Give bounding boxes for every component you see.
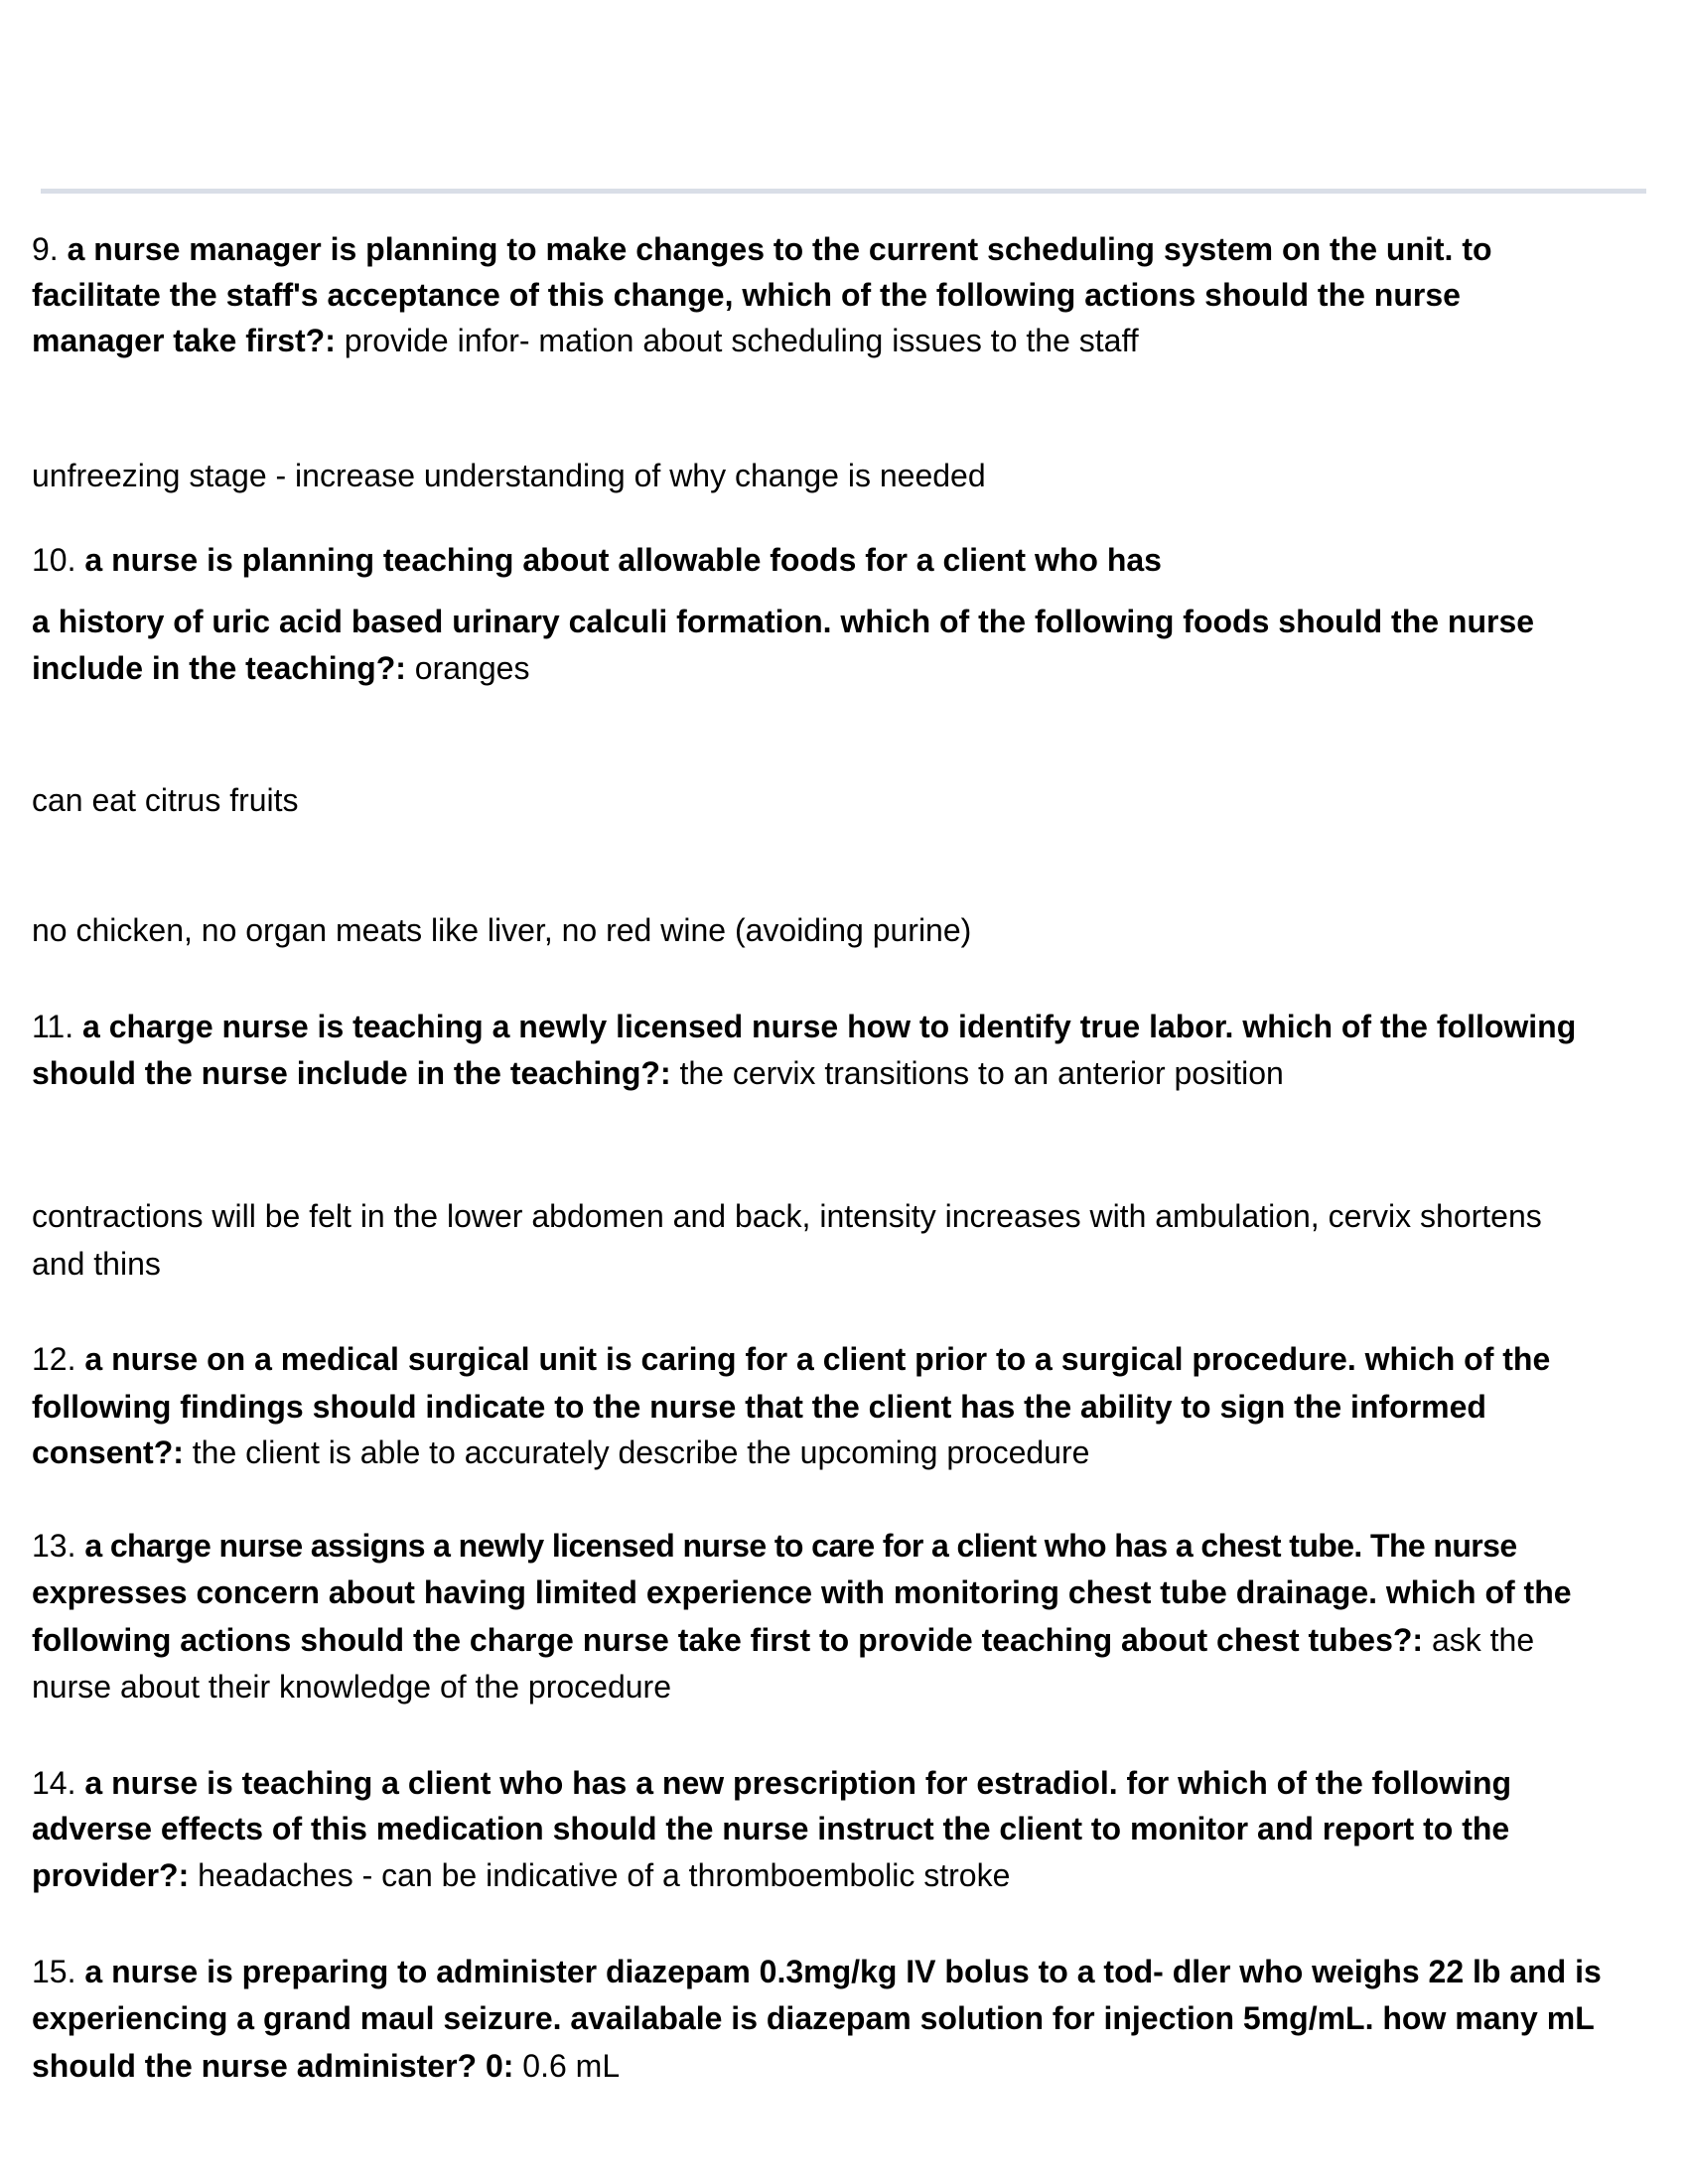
- question-15-line-1: [32, 1952, 1602, 1991]
- question-text: consent?:: [32, 1434, 184, 1470]
- answer-text: headaches - can be indicative of a thromboembolic stroke: [189, 1857, 1011, 1893]
- question-text: include in the teaching?:: [32, 650, 406, 686]
- answer-text: ask the: [1423, 1622, 1535, 1658]
- answer-text: 0.6 mL: [513, 2048, 621, 2084]
- question-number: 15.: [32, 1954, 76, 1989]
- question-number: 9.: [32, 231, 59, 267]
- question-text: a nurse is planning teaching about allowable foods for a client who has: [84, 542, 1162, 578]
- question-text: should the nurse include in the teaching?:: [32, 1055, 671, 1091]
- question-10-line-2: a history of uric acid based urinary calculi formation. which of the following foods should the nurse: [32, 604, 1535, 639]
- question-text: a nurse is preparing to administer diazepam 0.3mg/kg IV bolus to a tod- dler who weighs 22 lb and is: [84, 1954, 1602, 1989]
- question-text: following actions should the charge nurse take first to provide teaching about chest tubes?:: [32, 1622, 1424, 1658]
- note-11-2: and thins: [32, 1246, 161, 1282]
- question-14-line-2: adverse effects of this medication should the nurse instruct the client to monitor and report to the: [32, 1811, 1510, 1846]
- answer-text: oranges: [405, 650, 530, 686]
- question-number: 10.: [32, 542, 76, 578]
- question-13-line-3: [32, 1620, 1534, 1660]
- note-10-1: can eat citrus fruits: [32, 782, 299, 818]
- question-text: a nurse on a medical surgical unit is caring for a client prior to a surgical procedure. which of the: [84, 1341, 1551, 1377]
- question-text: a nurse is teaching a client who has a new prescription for estradiol. for which of the following: [84, 1765, 1512, 1801]
- question-9-line-3: [32, 321, 1139, 360]
- question-number: 14.: [32, 1765, 76, 1801]
- question-11-line-2: [32, 1053, 1284, 1093]
- question-number: 11.: [32, 1009, 74, 1044]
- note-11-1: contractions will be felt in the lower abdomen and back, intensity increases with ambulation, cervix shortens: [32, 1198, 1542, 1234]
- question-9-line-2: facilitate the staff's acceptance of this change, which of the following actions should the nurse: [32, 277, 1461, 313]
- question-10-line-3: [32, 648, 529, 688]
- question-12-line-1: [32, 1339, 1550, 1379]
- question-number: 12.: [32, 1341, 76, 1377]
- question-11-line-1: [32, 1007, 1576, 1046]
- question-text: a charge nurse assigns a newly licensed nurse to care for a client who has a chest tube. The nurse: [84, 1528, 1517, 1564]
- question-14-line-3: [32, 1855, 1010, 1895]
- note-9-1: unfreezing stage - increase understanding of why change is needed: [32, 458, 986, 493]
- question-number: 13.: [32, 1528, 76, 1564]
- question-15-line-3: [32, 2046, 620, 2086]
- answer-text: the client is able to accurately describe the upcoming procedure: [183, 1434, 1090, 1470]
- question-text: a nurse manager is planning to make changes to the current scheduling system on the unit. to: [67, 231, 1492, 267]
- question-10-line-1: [32, 540, 1162, 580]
- question-13-line-1: [32, 1526, 1517, 1566]
- question-15-line-2: experiencing a grand maul seizure. availabale is diazepam solution for injection 5mg/mL. how many mL: [32, 2000, 1595, 2036]
- question-13-line-2: expresses concern about having limited experience with monitoring chest tube drainage. which of the: [32, 1574, 1572, 1610]
- question-text: manager take first?:: [32, 323, 336, 358]
- question-text: a charge nurse is teaching a newly licensed nurse how to identify true labor. which of the following: [82, 1009, 1577, 1044]
- question-13-line-4: nurse about their knowledge of the procedure: [32, 1669, 671, 1705]
- answer-text: provide infor- mation about scheduling issues to the staff: [335, 323, 1139, 358]
- question-12-line-3: [32, 1433, 1089, 1472]
- header-divider: [41, 189, 1646, 194]
- question-14-line-1: [32, 1763, 1511, 1803]
- answer-text: the cervix transitions to an anterior position: [670, 1055, 1284, 1091]
- question-text: provider?:: [32, 1857, 190, 1893]
- question-text: should the nurse administer? 0:: [32, 2048, 514, 2084]
- question-12-line-2: following findings should indicate to the nurse that the client has the ability to sign the informed: [32, 1389, 1486, 1425]
- question-9-line-1: [32, 229, 1492, 269]
- note-10-2: no chicken, no organ meats like liver, no red wine (avoiding purine): [32, 912, 972, 948]
